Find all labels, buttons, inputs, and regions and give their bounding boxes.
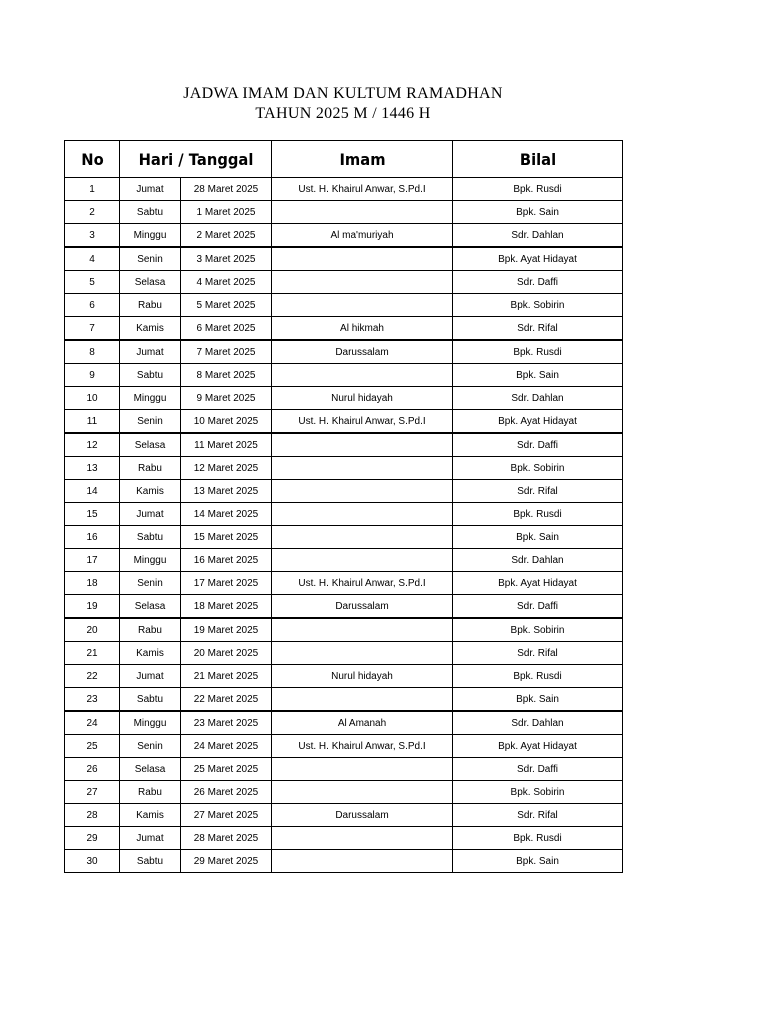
cell-imam: Ust. H. Khairul Anwar, S.Pd.I [272, 178, 453, 201]
table-row [65, 178, 623, 201]
cell-date: 8 Maret 2025 [181, 364, 272, 387]
cell-imam: Nurul hidayah [272, 387, 453, 410]
cell-day: Minggu [120, 711, 181, 735]
cell-bilal: Bpk. Sain [453, 364, 623, 387]
cell-day: Selasa [120, 758, 181, 781]
cell-imam: Darussalam [272, 340, 453, 364]
cell-bilal: Sdr. Dahlan [453, 224, 623, 248]
cell-date: 19 Maret 2025 [181, 618, 272, 642]
table-row [65, 480, 623, 503]
cell-no: 30 [65, 850, 120, 873]
cell-imam: Al hikmah [272, 317, 453, 341]
cell-imam [272, 294, 453, 317]
cell-bilal: Bpk. Sain [453, 850, 623, 873]
cell-no: 24 [65, 711, 120, 735]
cell-no: 12 [65, 433, 120, 457]
cell-no: 6 [65, 294, 120, 317]
cell-bilal: Bpk. Ayat Hidayat [453, 572, 623, 595]
table-row [65, 688, 623, 712]
table-header-row [65, 141, 623, 178]
cell-date: 29 Maret 2025 [181, 850, 272, 873]
cell-bilal: Bpk. Rusdi [453, 827, 623, 850]
cell-bilal: Sdr. Rifal [453, 317, 623, 341]
cell-day: Senin [120, 247, 181, 271]
table-row [65, 271, 623, 294]
cell-imam [272, 758, 453, 781]
table-body [65, 178, 623, 873]
cell-date: 5 Maret 2025 [181, 294, 272, 317]
cell-imam: Al Amanah [272, 711, 453, 735]
cell-date: 15 Maret 2025 [181, 526, 272, 549]
cell-day: Sabtu [120, 850, 181, 873]
cell-day: Kamis [120, 480, 181, 503]
cell-no: 2 [65, 201, 120, 224]
table-row [65, 711, 623, 735]
cell-day: Rabu [120, 294, 181, 317]
cell-date: 7 Maret 2025 [181, 340, 272, 364]
cell-imam [272, 850, 453, 873]
cell-date: 4 Maret 2025 [181, 271, 272, 294]
cell-no: 29 [65, 827, 120, 850]
cell-bilal: Sdr. Daffi [453, 758, 623, 781]
cell-no: 7 [65, 317, 120, 341]
table-row [65, 201, 623, 224]
cell-date: 27 Maret 2025 [181, 804, 272, 827]
cell-no: 17 [65, 549, 120, 572]
cell-date: 14 Maret 2025 [181, 503, 272, 526]
cell-date: 13 Maret 2025 [181, 480, 272, 503]
schedule-table [64, 140, 623, 873]
cell-imam: Ust. H. Khairul Anwar, S.Pd.I [272, 410, 453, 434]
cell-no: 22 [65, 665, 120, 688]
cell-day: Jumat [120, 178, 181, 201]
cell-no: 21 [65, 642, 120, 665]
cell-no: 18 [65, 572, 120, 595]
cell-bilal: Bpk. Rusdi [453, 503, 623, 526]
header-bilal: Bilal [459, 141, 615, 178]
cell-date: 22 Maret 2025 [181, 688, 272, 712]
cell-day: Minggu [120, 549, 181, 572]
cell-no: 25 [65, 735, 120, 758]
table-row [65, 224, 623, 248]
table-row [65, 642, 623, 665]
cell-bilal: Bpk. Rusdi [453, 178, 623, 201]
cell-imam: Ust. H. Khairul Anwar, S.Pd.I [272, 572, 453, 595]
table-row [65, 665, 623, 688]
cell-bilal: Bpk. Rusdi [453, 665, 623, 688]
table-row [65, 850, 623, 873]
table-row [65, 572, 623, 595]
cell-day: Sabtu [120, 526, 181, 549]
cell-imam [272, 549, 453, 572]
cell-imam: Ust. H. Khairul Anwar, S.Pd.I [272, 735, 453, 758]
cell-no: 26 [65, 758, 120, 781]
cell-no: 3 [65, 224, 120, 248]
cell-imam [272, 457, 453, 480]
cell-date: 12 Maret 2025 [181, 457, 272, 480]
cell-imam [272, 433, 453, 457]
cell-imam [272, 271, 453, 294]
cell-bilal: Bpk. Sobirin [453, 294, 623, 317]
header-no: No [67, 141, 118, 178]
cell-bilal: Sdr. Dahlan [453, 711, 623, 735]
cell-imam [272, 827, 453, 850]
cell-day: Kamis [120, 317, 181, 341]
table-row [65, 457, 623, 480]
cell-day: Jumat [120, 340, 181, 364]
cell-no: 28 [65, 804, 120, 827]
table-row [65, 758, 623, 781]
cell-date: 25 Maret 2025 [181, 758, 272, 781]
cell-day: Rabu [120, 618, 181, 642]
cell-bilal: Bpk. Sobirin [453, 457, 623, 480]
cell-no: 23 [65, 688, 120, 712]
table-row [65, 735, 623, 758]
cell-imam [272, 247, 453, 271]
cell-imam: Nurul hidayah [272, 665, 453, 688]
cell-imam [272, 781, 453, 804]
cell-imam [272, 480, 453, 503]
cell-imam [272, 526, 453, 549]
document-subtitle: TAHUN 2025 M / 1446 H [255, 105, 431, 122]
cell-day: Minggu [120, 224, 181, 248]
cell-day: Senin [120, 735, 181, 758]
cell-date: 21 Maret 2025 [181, 665, 272, 688]
cell-bilal: Bpk. Sain [453, 201, 623, 224]
cell-no: 9 [65, 364, 120, 387]
cell-no: 5 [65, 271, 120, 294]
table-row [65, 387, 623, 410]
cell-date: 20 Maret 2025 [181, 642, 272, 665]
table-row [65, 503, 623, 526]
cell-day: Sabtu [120, 364, 181, 387]
cell-bilal: Sdr. Dahlan [453, 387, 623, 410]
cell-bilal: Bpk. Sain [453, 688, 623, 712]
cell-imam: Darussalam [272, 804, 453, 827]
cell-bilal: Bpk. Sobirin [453, 781, 623, 804]
cell-imam: Al ma'muriyah [272, 224, 453, 248]
cell-imam [272, 364, 453, 387]
table-row [65, 827, 623, 850]
cell-date: 1 Maret 2025 [181, 201, 272, 224]
header-imam: Imam [279, 141, 446, 178]
cell-imam [272, 618, 453, 642]
cell-date: 17 Maret 2025 [181, 572, 272, 595]
cell-bilal: Sdr. Rifal [453, 642, 623, 665]
cell-day: Sabtu [120, 688, 181, 712]
cell-bilal: Bpk. Ayat Hidayat [453, 247, 623, 271]
cell-imam [272, 688, 453, 712]
cell-date: 9 Maret 2025 [181, 387, 272, 410]
cell-day: Jumat [120, 827, 181, 850]
cell-no: 20 [65, 618, 120, 642]
cell-imam [272, 201, 453, 224]
cell-bilal: Sdr. Daffi [453, 271, 623, 294]
table-row [65, 618, 623, 642]
table-row [65, 549, 623, 572]
table-row [65, 526, 623, 549]
cell-imam [272, 642, 453, 665]
cell-day: Selasa [120, 271, 181, 294]
cell-date: 16 Maret 2025 [181, 549, 272, 572]
table-row [65, 781, 623, 804]
cell-no: 14 [65, 480, 120, 503]
cell-no: 15 [65, 503, 120, 526]
cell-date: 10 Maret 2025 [181, 410, 272, 434]
cell-date: 28 Maret 2025 [181, 178, 272, 201]
cell-bilal: Bpk. Sain [453, 526, 623, 549]
cell-bilal: Sdr. Rifal [453, 480, 623, 503]
cell-no: 27 [65, 781, 120, 804]
cell-date: 23 Maret 2025 [181, 711, 272, 735]
table-row [65, 364, 623, 387]
cell-bilal: Bpk. Sobirin [453, 618, 623, 642]
document-title: JADWA IMAM DAN KULTUM RAMADHAN [183, 85, 503, 102]
cell-date: 26 Maret 2025 [181, 781, 272, 804]
table-row [65, 317, 623, 341]
cell-day: Sabtu [120, 201, 181, 224]
cell-day: Jumat [120, 665, 181, 688]
cell-date: 28 Maret 2025 [181, 827, 272, 850]
cell-no: 16 [65, 526, 120, 549]
cell-no: 19 [65, 595, 120, 619]
table-row [65, 804, 623, 827]
cell-no: 13 [65, 457, 120, 480]
cell-day: Senin [120, 572, 181, 595]
table-row [65, 340, 623, 364]
cell-day: Senin [120, 410, 181, 434]
cell-date: 24 Maret 2025 [181, 735, 272, 758]
cell-bilal: Sdr. Daffi [453, 595, 623, 619]
cell-date: 3 Maret 2025 [181, 247, 272, 271]
cell-bilal: Bpk. Ayat Hidayat [453, 735, 623, 758]
cell-no: 11 [65, 410, 120, 434]
cell-date: 18 Maret 2025 [181, 595, 272, 619]
table-row [65, 410, 623, 434]
cell-day: Selasa [120, 595, 181, 619]
cell-day: Kamis [120, 804, 181, 827]
cell-day: Minggu [120, 387, 181, 410]
cell-no: 8 [65, 340, 120, 364]
cell-day: Kamis [120, 642, 181, 665]
cell-no: 4 [65, 247, 120, 271]
cell-imam: Darussalam [272, 595, 453, 619]
table-row [65, 433, 623, 457]
cell-bilal: Bpk. Ayat Hidayat [453, 410, 623, 434]
cell-day: Jumat [120, 503, 181, 526]
cell-bilal: Bpk. Rusdi [453, 340, 623, 364]
cell-day: Rabu [120, 457, 181, 480]
cell-date: 6 Maret 2025 [181, 317, 272, 341]
cell-no: 10 [65, 387, 120, 410]
cell-day: Selasa [120, 433, 181, 457]
cell-date: 11 Maret 2025 [181, 433, 272, 457]
table-row [65, 595, 623, 619]
table-row [65, 294, 623, 317]
header-hari-tanggal: Hari / Tanggal [126, 141, 266, 178]
cell-date: 2 Maret 2025 [181, 224, 272, 248]
table-row [65, 247, 623, 271]
cell-bilal: Sdr. Daffi [453, 433, 623, 457]
cell-no: 1 [65, 178, 120, 201]
cell-bilal: Sdr. Rifal [453, 804, 623, 827]
cell-imam [272, 503, 453, 526]
cell-day: Rabu [120, 781, 181, 804]
cell-bilal: Sdr. Dahlan [453, 549, 623, 572]
